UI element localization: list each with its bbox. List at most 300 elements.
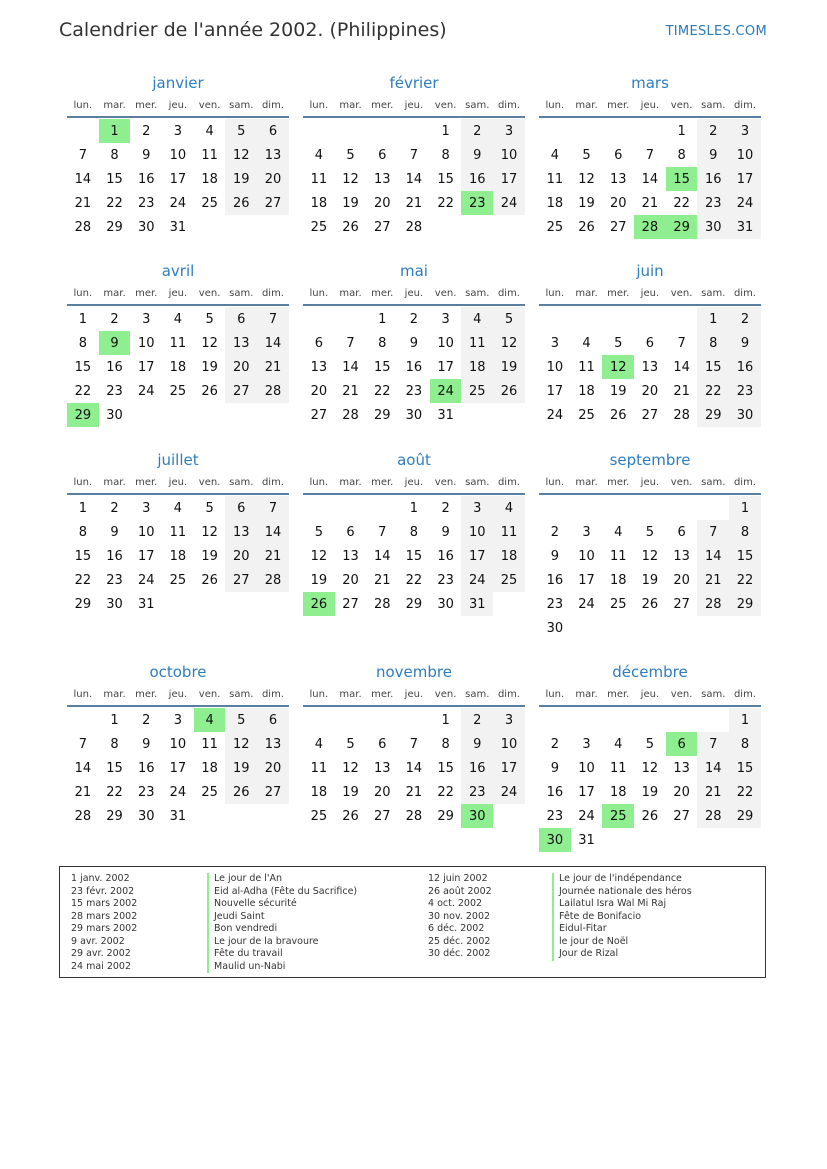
- day-cell: 3: [142, 500, 151, 516]
- day-cell: 8: [729, 520, 761, 544]
- holiday-name: Lailatul Isra Wal Mi Raj: [552, 898, 692, 911]
- day-cell: 24: [578, 808, 595, 824]
- holiday-day-cell: 29: [666, 215, 698, 239]
- empty-cell: [398, 708, 430, 732]
- weekday-label: ven.: [198, 688, 221, 700]
- day-cell: 14: [673, 359, 690, 375]
- day-cell: 14: [257, 331, 289, 355]
- day-cell: 15: [106, 760, 123, 776]
- month-10: [67, 661, 289, 828]
- weekday-label: dim.: [261, 688, 284, 700]
- weekday-header: [67, 683, 289, 707]
- day-cell: 5: [582, 147, 591, 163]
- holiday-day-cell: 24: [430, 379, 462, 403]
- empty-cell: [571, 708, 603, 732]
- day-cell: 23: [697, 191, 729, 215]
- weekday-label: sam.: [701, 99, 726, 111]
- day-cell: 5: [614, 335, 623, 351]
- empty-cell: [602, 708, 634, 732]
- weekday-label: mer.: [135, 287, 158, 299]
- empty-cell: [666, 708, 698, 732]
- day-cell: 28: [74, 219, 92, 235]
- empty-cell: [303, 496, 335, 520]
- weekday-header: [303, 471, 525, 495]
- holiday-name: le jour de Noël: [552, 936, 692, 949]
- day-cell: 4: [614, 524, 623, 540]
- day-cell: 13: [310, 359, 328, 375]
- day-cell: 26: [342, 808, 359, 824]
- day-cell: 3: [461, 496, 493, 520]
- weekday-label: jeu.: [404, 476, 424, 488]
- day-cell: 5: [645, 524, 655, 540]
- day-cell: 13: [342, 548, 359, 564]
- month-name: mars: [631, 74, 669, 92]
- empty-cell: [335, 119, 367, 143]
- day-cell: 14: [641, 171, 659, 187]
- empty-cell: [398, 119, 430, 143]
- day-cell: 8: [697, 331, 729, 355]
- day-cell: 8: [78, 335, 87, 351]
- day-cell: 10: [578, 548, 595, 564]
- day-cell: 25: [493, 568, 525, 592]
- day-cell: 4: [461, 307, 493, 331]
- day-cell: 25: [310, 808, 328, 824]
- day-cell: 7: [257, 307, 289, 331]
- day-cell: 17: [461, 544, 493, 568]
- day-cell: 10: [169, 147, 187, 163]
- day-cell: 7: [378, 524, 387, 540]
- holiday-name: Bon vendredi: [207, 923, 357, 936]
- day-cell: 12: [201, 335, 218, 351]
- day-cell: 1: [78, 311, 87, 327]
- day-cell: 29: [437, 808, 454, 824]
- day-cell: 21: [697, 780, 729, 804]
- weekday-header: [303, 683, 525, 707]
- day-cell: 18: [609, 572, 627, 588]
- day-cell: 26: [342, 219, 359, 235]
- day-cell: 7: [346, 335, 355, 351]
- day-cell: 28: [342, 407, 359, 423]
- day-cell: 4: [173, 500, 183, 516]
- day-cell: 2: [110, 311, 119, 327]
- day-cell: 7: [409, 736, 419, 752]
- days-grid: [539, 708, 761, 852]
- empty-cell: [67, 708, 99, 732]
- weekday-label: ven.: [198, 287, 221, 299]
- weekday-label: lun.: [545, 287, 565, 299]
- weekday-label: dim.: [497, 99, 520, 111]
- day-cell: 11: [310, 760, 328, 776]
- day-cell: 28: [257, 568, 289, 592]
- day-cell: 9: [441, 524, 450, 540]
- holiday-date: 30 déc. 2002: [428, 948, 491, 959]
- day-cell: 22: [74, 383, 92, 399]
- holiday-day-cell: 6: [666, 732, 698, 756]
- day-cell: 22: [697, 379, 729, 403]
- holiday-day-cell: 25: [602, 804, 634, 828]
- day-cell: 25: [201, 195, 218, 211]
- day-cell: 1: [697, 307, 729, 331]
- holiday-date: 4 oct. 2002: [428, 898, 483, 909]
- weekday-label: ven.: [670, 99, 693, 111]
- day-cell: 5: [205, 500, 214, 516]
- weekday-label: ven.: [434, 99, 457, 111]
- day-cell: 4: [314, 147, 323, 163]
- holiday-date: 9 avr. 2002: [71, 935, 125, 947]
- day-cell: 16: [546, 572, 564, 588]
- day-cell: 5: [346, 736, 355, 752]
- day-cell: 11: [310, 171, 328, 187]
- day-cell: 9: [550, 760, 559, 776]
- day-cell: 7: [697, 732, 729, 756]
- day-cell: 21: [697, 568, 729, 592]
- day-cell: 26: [641, 808, 659, 824]
- day-cell: 13: [257, 732, 289, 756]
- day-cell: 24: [493, 780, 525, 804]
- weekday-header: [539, 94, 761, 118]
- day-cell: 18: [169, 548, 187, 564]
- month-name: juillet: [157, 451, 199, 469]
- month-name: avril: [161, 262, 195, 280]
- days-grid: [539, 307, 761, 427]
- day-cell: 2: [461, 708, 493, 732]
- day-cell: 6: [225, 496, 257, 520]
- weekday-label: sam.: [229, 476, 254, 488]
- day-cell: 29: [729, 804, 761, 828]
- day-cell: 25: [201, 784, 218, 800]
- day-cell: 4: [173, 311, 183, 327]
- weekday-label: mar.: [339, 476, 362, 488]
- holiday-names-right: [552, 873, 692, 961]
- day-cell: 31: [137, 596, 155, 612]
- day-cell: 16: [405, 359, 423, 375]
- days-grid: [303, 708, 525, 828]
- day-cell: 20: [373, 784, 391, 800]
- month-9: [539, 449, 761, 640]
- month-4: [67, 260, 289, 427]
- day-cell: 10: [546, 359, 564, 375]
- day-cell: 6: [677, 524, 686, 540]
- month-name: septembre: [609, 451, 691, 469]
- day-cell: 3: [142, 311, 151, 327]
- day-cell: 14: [697, 544, 729, 568]
- weekday-label: mer.: [135, 476, 158, 488]
- weekday-label: lun.: [545, 476, 565, 488]
- holiday-day-cell: 23: [461, 191, 493, 215]
- weekday-label: dim.: [261, 287, 284, 299]
- day-cell: 9: [697, 143, 729, 167]
- holiday-day-cell: 15: [666, 167, 698, 191]
- day-cell: 15: [74, 359, 92, 375]
- page-title: Calendrier de l'année 2002. (Philippines): [59, 19, 447, 41]
- day-cell: 27: [373, 219, 391, 235]
- day-cell: 17: [169, 171, 187, 187]
- day-cell: 24: [169, 784, 187, 800]
- day-cell: 8: [441, 736, 450, 752]
- weekday-label: sam.: [229, 688, 254, 700]
- day-cell: 2: [550, 736, 559, 752]
- day-cell: 16: [437, 548, 454, 564]
- days-grid: [67, 708, 289, 828]
- day-cell: 8: [110, 736, 119, 752]
- day-cell: 24: [546, 407, 564, 423]
- day-cell: 7: [78, 736, 87, 752]
- weekday-label: mar.: [103, 688, 126, 700]
- day-cell: 30: [137, 219, 155, 235]
- day-cell: 19: [641, 784, 659, 800]
- empty-cell: [634, 119, 666, 143]
- day-cell: 16: [461, 167, 493, 191]
- day-cell: 28: [405, 219, 423, 235]
- empty-cell: [335, 307, 367, 331]
- day-cell: 23: [137, 784, 155, 800]
- day-cell: 13: [257, 143, 289, 167]
- weekday-header: [67, 94, 289, 118]
- days-grid: [67, 496, 289, 616]
- day-cell: 27: [673, 596, 690, 612]
- day-cell: 8: [78, 524, 87, 540]
- weekday-label: lun.: [73, 688, 93, 700]
- weekday-label: mar.: [575, 99, 598, 111]
- weekday-label: dim.: [261, 99, 284, 111]
- empty-cell: [634, 708, 666, 732]
- day-cell: 28: [697, 592, 729, 616]
- days-grid: [303, 307, 525, 427]
- day-cell: 15: [729, 756, 761, 780]
- day-cell: 8: [409, 524, 419, 540]
- day-cell: 22: [106, 784, 123, 800]
- weekday-label: sam.: [701, 476, 726, 488]
- day-cell: 15: [373, 359, 391, 375]
- day-cell: 24: [137, 572, 155, 588]
- day-cell: 2: [441, 500, 450, 516]
- day-cell: 17: [137, 359, 155, 375]
- empty-cell: [634, 307, 666, 331]
- day-cell: 12: [225, 143, 257, 167]
- day-cell: 7: [697, 520, 729, 544]
- day-cell: 3: [173, 123, 183, 139]
- day-cell: 11: [169, 524, 187, 540]
- day-cell: 16: [697, 167, 729, 191]
- day-cell: 23: [106, 383, 123, 399]
- weekday-label: mer.: [607, 287, 630, 299]
- weekday-label: lun.: [73, 476, 93, 488]
- weekday-label: dim.: [261, 476, 284, 488]
- day-cell: 1: [729, 496, 761, 520]
- holiday-name: Jeudi Saint: [207, 911, 357, 924]
- day-cell: 21: [257, 355, 289, 379]
- empty-cell: [303, 307, 335, 331]
- days-grid: [539, 119, 761, 239]
- day-cell: 14: [405, 171, 423, 187]
- weekday-header: [539, 471, 761, 495]
- day-cell: 11: [609, 760, 627, 776]
- day-cell: 10: [493, 143, 525, 167]
- weekday-label: mer.: [607, 476, 630, 488]
- holiday-day-cell: 4: [194, 708, 226, 732]
- weekday-label: sam.: [465, 287, 490, 299]
- weekday-label: mar.: [575, 287, 598, 299]
- day-cell: 1: [409, 500, 419, 516]
- month-name: janvier: [152, 74, 204, 92]
- day-cell: 3: [582, 524, 591, 540]
- weekday-label: dim.: [497, 476, 520, 488]
- holiday-names-left: [207, 873, 357, 973]
- day-cell: 26: [225, 780, 257, 804]
- day-cell: 11: [169, 335, 187, 351]
- day-cell: 21: [405, 195, 423, 211]
- day-cell: 17: [493, 756, 525, 780]
- day-cell: 22: [673, 195, 690, 211]
- empty-cell: [335, 496, 367, 520]
- day-cell: 19: [225, 756, 257, 780]
- day-cell: 11: [201, 147, 218, 163]
- day-cell: 18: [201, 171, 218, 187]
- day-cell: 28: [74, 808, 92, 824]
- day-cell: 25: [310, 219, 328, 235]
- day-cell: 15: [729, 544, 761, 568]
- holiday-date: 29 mars 2002: [71, 923, 138, 934]
- day-cell: 11: [461, 331, 493, 355]
- day-cell: 4: [205, 123, 214, 139]
- day-cell: 1: [110, 712, 119, 728]
- day-cell: 15: [437, 760, 454, 776]
- weekday-header: [67, 471, 289, 495]
- weekday-label: jeu.: [640, 99, 660, 111]
- site-link[interactable]: TIMESLES.COM: [665, 24, 767, 39]
- day-cell: 11: [201, 736, 218, 752]
- day-cell: 18: [310, 784, 328, 800]
- day-cell: 3: [729, 119, 761, 143]
- empty-cell: [602, 307, 634, 331]
- empty-cell: [697, 496, 729, 520]
- holiday-name: Jour de Rizal: [552, 948, 692, 961]
- day-cell: 6: [257, 708, 289, 732]
- day-cell: 31: [461, 592, 493, 616]
- day-cell: 12: [342, 171, 359, 187]
- weekday-label: ven.: [434, 287, 457, 299]
- day-cell: 18: [493, 544, 525, 568]
- weekday-label: ven.: [434, 688, 457, 700]
- holiday-date: 24 mai 2002: [71, 960, 132, 972]
- day-cell: 29: [74, 596, 92, 612]
- weekday-label: mer.: [371, 688, 394, 700]
- holiday-date: 25 déc. 2002: [428, 935, 491, 947]
- day-cell: 28: [257, 379, 289, 403]
- weekday-label: jeu.: [404, 99, 424, 111]
- day-cell: 13: [609, 171, 627, 187]
- day-cell: 9: [461, 143, 493, 167]
- holiday-date: 29 avr. 2002: [71, 948, 131, 959]
- day-cell: 29: [729, 592, 761, 616]
- day-cell: 2: [697, 119, 729, 143]
- days-grid: [67, 119, 289, 239]
- day-cell: 29: [373, 407, 391, 423]
- weekday-label: ven.: [198, 99, 221, 111]
- day-cell: 3: [493, 708, 525, 732]
- weekday-label: dim.: [497, 688, 520, 700]
- day-cell: 9: [409, 335, 419, 351]
- month-12: [539, 661, 761, 852]
- day-cell: 26: [493, 379, 525, 403]
- day-cell: 30: [137, 808, 155, 824]
- empty-cell: [666, 307, 698, 331]
- month-name: juin: [636, 262, 664, 280]
- days-grid: [539, 496, 761, 640]
- day-cell: 17: [729, 167, 761, 191]
- day-cell: 6: [225, 307, 257, 331]
- days-grid: [303, 496, 525, 616]
- day-cell: 5: [205, 311, 214, 327]
- weekday-label: jeu.: [404, 287, 424, 299]
- empty-cell: [539, 119, 571, 143]
- day-cell: 23: [729, 379, 761, 403]
- holiday-date: 1 janv. 2002: [71, 873, 130, 884]
- day-cell: 30: [546, 620, 564, 636]
- empty-cell: [366, 708, 398, 732]
- month-2: [303, 72, 525, 239]
- day-cell: 20: [609, 195, 627, 211]
- day-cell: 2: [142, 712, 151, 728]
- weekday-label: jeu.: [640, 287, 660, 299]
- day-cell: 16: [106, 548, 123, 564]
- day-cell: 17: [493, 167, 525, 191]
- weekday-label: lun.: [545, 688, 565, 700]
- holiday-date: 15 mars 2002: [71, 898, 138, 909]
- day-cell: 9: [550, 548, 559, 564]
- empty-cell: [697, 708, 729, 732]
- holiday-date: 26 août 2002: [428, 885, 492, 897]
- day-cell: 26: [641, 596, 659, 612]
- day-cell: 5: [225, 119, 257, 143]
- day-cell: 24: [578, 596, 595, 612]
- day-cell: 21: [74, 195, 92, 211]
- holiday-dates-left: [71, 873, 137, 973]
- day-cell: 21: [373, 572, 391, 588]
- day-cell: 28: [373, 596, 391, 612]
- empty-cell: [303, 119, 335, 143]
- day-cell: 22: [729, 568, 761, 592]
- day-cell: 19: [342, 784, 359, 800]
- weekday-label: dim.: [733, 99, 756, 111]
- weekday-label: lun.: [545, 99, 565, 111]
- day-cell: 22: [74, 572, 92, 588]
- day-cell: 17: [169, 760, 187, 776]
- day-cell: 22: [405, 572, 423, 588]
- day-cell: 3: [582, 736, 591, 752]
- weekday-label: lun.: [73, 287, 93, 299]
- day-cell: 23: [461, 780, 493, 804]
- day-cell: 14: [74, 760, 92, 776]
- day-cell: 23: [546, 808, 564, 824]
- day-cell: 2: [729, 307, 761, 331]
- month-1: [67, 72, 289, 239]
- weekday-header: [539, 282, 761, 306]
- weekday-label: sam.: [229, 99, 254, 111]
- day-cell: 1: [441, 712, 450, 728]
- holiday-date: 6 déc. 2002: [428, 923, 485, 934]
- weekday-label: mar.: [339, 287, 362, 299]
- holiday-name: Eidul-Fitar: [552, 923, 692, 936]
- month-name: mai: [400, 262, 428, 280]
- weekday-header: [303, 94, 525, 118]
- day-cell: 26: [578, 219, 595, 235]
- day-cell: 31: [169, 808, 187, 824]
- day-cell: 23: [546, 596, 564, 612]
- weekday-label: mar.: [103, 99, 126, 111]
- month-name: février: [389, 74, 439, 92]
- weekday-header: [539, 683, 761, 707]
